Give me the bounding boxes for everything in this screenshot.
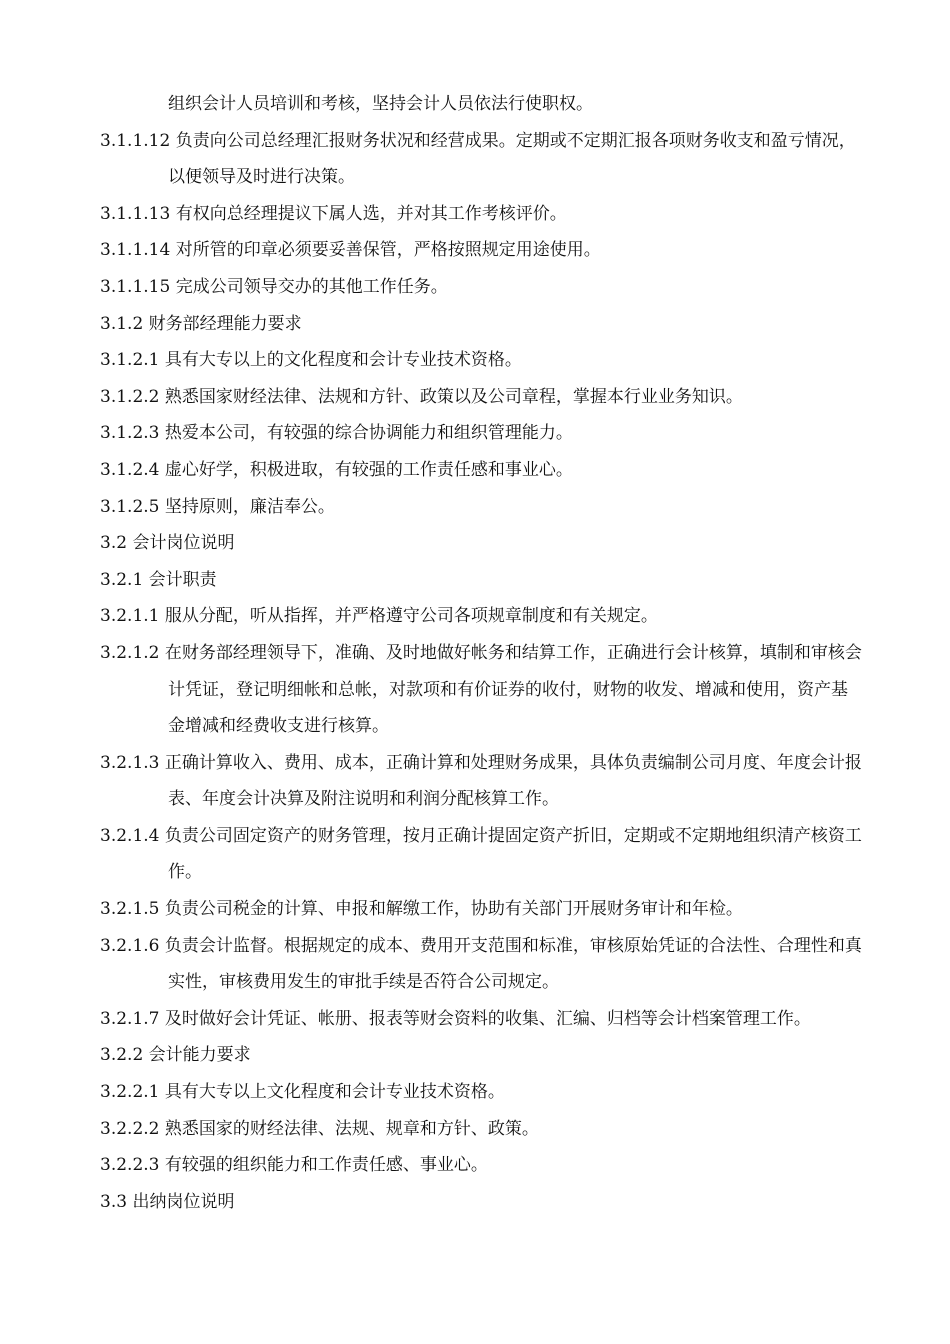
clause-3-2-1-2: 3.2.1.2 在财务部经理领导下，准确、及时地做好帐务和结算工作，正确进行会计核算，填制和审核会计凭证，登记明细帐和总帐，对款项和有价证券的收付，财物的收发、增减和使用，资产基金增减和经费收支进行核算。: [100, 642, 862, 737]
section-heading-3-1-2: 3.1.2 财务部经理能力要求: [100, 313, 302, 334]
clause-3-2-1-1: 3.2.1.1 服从分配，听从指挥，并严格遵守公司各项规章制度和有关规定。: [100, 606, 658, 627]
section-heading-3-2-1: 3.2.1 会计职责: [100, 569, 217, 590]
section-heading-3-2-2: 3.2.2 会计能力要求: [100, 1045, 251, 1066]
clause-3-2-1-4: 3.2.1.4 负责公司固定资产的财务管理，按月正确计提固定资产折旧，定期或不定期地组织清产核资工作。: [100, 825, 862, 883]
document-body: [100, 86, 862, 1220]
clause-3-2-2-2: 3.2.2.2 熟悉国家的财经法律、法规、规章和方针、政策。: [100, 1118, 539, 1139]
section-heading-3-3: 3.3 出纳岗位说明: [100, 1191, 235, 1212]
clause-3-1-1-14: 3.1.1.14 对所管的印章必须要妥善保管，严格按照规定用途使用。: [100, 240, 601, 261]
clause-3-1-1-13: 3.1.1.13 有权向总经理提议下属人选，并对其工作考核评价。: [100, 203, 567, 224]
clause-3-1-2-5: 3.1.2.5 坚持原则，廉洁奉公。: [100, 496, 335, 517]
section-heading-3-2: 3.2 会计岗位说明: [100, 533, 235, 554]
clause-3-1-2-4: 3.1.2.4 虚心好学，积极进取，有较强的工作责任感和事业心。: [100, 459, 573, 480]
clause-3-2-1-7: 3.2.1.7 及时做好会计凭证、帐册、报表等财会资料的收集、汇编、归档等会计档案管理工作。: [100, 1008, 811, 1029]
clause-3-2-1-5: 3.2.1.5 负责公司税金的计算、申报和解缴工作，协助有关部门开展财务审计和年检。: [100, 899, 743, 920]
paragraph-continuation: 组织会计人员培训和考核，坚持会计人员依法行使职权。: [168, 94, 593, 114]
clause-3-2-2-1: 3.2.2.1 具有大专以上文化程度和会计专业技术资格。: [100, 1082, 505, 1103]
clause-3-1-2-3: 3.1.2.3 热爱本公司，有较强的综合协调能力和组织管理能力。: [100, 423, 573, 444]
clause-3-2-1-3: 3.2.1.3 正确计算收入、费用、成本，正确计算和处理财务成果，具体负责编制公司月度、年度会计报表、年度会计决算及附注说明和利润分配核算工作。: [100, 752, 862, 810]
clause-3-1-1-15: 3.1.1.15 完成公司领导交办的其他工作任务。: [100, 276, 448, 297]
clause-3-1-2-2: 3.1.2.2 熟悉国家财经法律、法规和方针、政策以及公司章程，掌握本行业业务知识。: [100, 386, 743, 407]
clause-3-1-1-12: 3.1.1.12 负责向公司总经理汇报财务状况和经营成果。定期或不定期汇报各项财务收支和盈亏情况，以便领导及时进行决策。: [100, 130, 856, 188]
clause-3-1-2-1: 3.1.2.1 具有大专以上的文化程度和会计专业技术资格。: [100, 350, 522, 371]
clause-3-2-2-3: 3.2.2.3 有较强的组织能力和工作责任感、事业心。: [100, 1155, 488, 1176]
clause-3-2-1-6: 3.2.1.6 负责会计监督。根据规定的成本、费用开支范围和标准，审核原始凭证的合法性、合理性和真实性，审核费用发生的审批手续是否符合公司规定。: [100, 935, 862, 993]
